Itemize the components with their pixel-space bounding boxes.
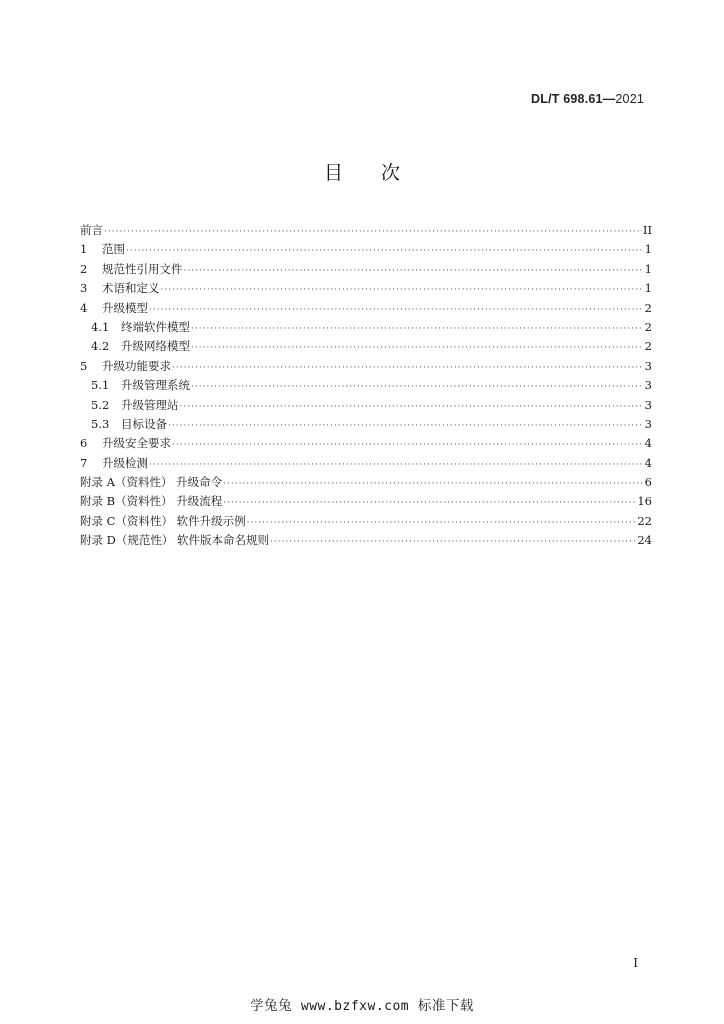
toc-entry-label: 附录 B（资料性） 升级流程: [80, 494, 223, 509]
toc-entry-label: 升级网络模型: [121, 339, 190, 354]
toc-entry[interactable]: [80, 512, 652, 531]
toc-entry-number: 4: [80, 300, 88, 315]
toc-entry-label: 附录 A（资料性） 升级命令: [80, 475, 223, 490]
toc-leader-dots: [191, 378, 643, 397]
toc-entry-label: 终端软件模型: [121, 319, 190, 334]
toc-entry-page: II: [642, 223, 652, 237]
toc-entry-page: 22: [637, 513, 652, 528]
toc-entry[interactable]: [80, 240, 652, 259]
toc-entry[interactable]: [80, 473, 652, 492]
toc-entry-page: 1: [644, 281, 652, 296]
toc-leader-dots: [104, 223, 642, 242]
toc-entry[interactable]: [80, 492, 652, 511]
toc-leader-dots: [149, 301, 643, 320]
toc-entry-page: 2: [644, 339, 652, 354]
toc-entry-page: 3: [644, 378, 652, 393]
toc-entry-label: 规范性引用文件: [102, 261, 183, 276]
page-number: I: [633, 956, 638, 970]
toc-entry[interactable]: [80, 396, 652, 415]
toc-entry[interactable]: [80, 376, 652, 395]
toc-entry-page: 3: [644, 416, 652, 431]
toc-entry[interactable]: [80, 531, 652, 550]
toc-leader-dots: [184, 262, 644, 281]
toc-leader-dots: [191, 320, 643, 339]
toc-entry-number: 6: [80, 436, 88, 451]
toc-entry-number: 5.3: [91, 416, 110, 431]
standard-year: 2021: [615, 92, 644, 106]
toc-entry-page: 4: [644, 455, 652, 470]
toc-entry-label: 升级安全要求: [102, 436, 171, 451]
toc-entry-page: 2: [644, 319, 652, 334]
toc-leader-dots: [149, 456, 643, 475]
toc-entry-page: 6: [644, 475, 652, 490]
toc-entry-page: 3: [644, 358, 652, 373]
toc-entry-label: 术语和定义: [102, 281, 160, 296]
footer-tagline: 标准下载: [417, 998, 474, 1014]
standard-code-text: DL/T 698.61: [531, 92, 603, 106]
toc-entry-label: 前言: [80, 223, 103, 237]
toc-entry-number: 4.2: [91, 339, 110, 354]
toc-entry-label: 目标设备: [121, 416, 167, 431]
toc-entry-number: 5: [80, 358, 88, 373]
toc-entry[interactable]: [80, 415, 652, 434]
toc-entry-number: 5.2: [91, 397, 110, 412]
toc-leader-dots: [180, 398, 644, 417]
toc-entry-label: 升级功能要求: [102, 358, 171, 373]
toc-entry-label: 升级管理系统: [121, 378, 190, 393]
toc-entry-label: 范围: [102, 242, 125, 257]
toc-entry-label: 附录 C（资料性） 软件升级示例: [80, 513, 246, 528]
toc-entry-number: 2: [80, 261, 88, 276]
toc-leader-dots: [172, 359, 643, 378]
toc-entry[interactable]: [80, 434, 652, 453]
standard-code: [531, 92, 644, 106]
footer-watermark: [0, 994, 724, 1014]
toc-entry-label: 升级模型: [102, 300, 148, 315]
toc-entry[interactable]: [80, 221, 652, 240]
toc-entry-number: 4.1: [91, 319, 110, 334]
toc-entry[interactable]: [80, 279, 652, 298]
toc-entry[interactable]: [80, 357, 652, 376]
toc-entry-page: 2: [644, 300, 652, 315]
toc-entry-page: 1: [644, 242, 652, 257]
toc-entry[interactable]: [80, 318, 652, 337]
toc-entry[interactable]: [80, 454, 652, 473]
toc-entry-number: 5.1: [91, 378, 110, 393]
standard-code-dash: —: [602, 92, 616, 106]
footer-site-name: 学兔兔: [250, 998, 293, 1014]
toc-entry[interactable]: [80, 337, 652, 356]
toc-entry-page: 1: [644, 261, 652, 276]
toc-entry[interactable]: [80, 260, 652, 279]
toc-leader-dots: [270, 533, 636, 552]
toc-leader-dots: [223, 475, 643, 494]
toc-leader-dots: [161, 281, 644, 300]
toc-leader-dots: [172, 436, 643, 455]
toc-entry[interactable]: [80, 299, 652, 318]
toc-leader-dots: [191, 339, 643, 358]
toc-leader-dots: [168, 417, 643, 436]
toc-entry-page: 3: [644, 397, 652, 412]
toc-leader-dots: [247, 514, 637, 533]
toc-entry-label: 升级管理站: [121, 397, 179, 412]
footer-url-link[interactable]: www.bzfxw.com: [300, 999, 410, 1014]
toc-entry-page: 4: [644, 436, 652, 451]
page-title: 目次: [323, 162, 438, 184]
toc-entry-label: 附录 D（规范性） 软件版本命名规则: [80, 533, 270, 548]
toc-entry-page: 16: [637, 494, 652, 509]
toc-leader-dots: [126, 242, 643, 261]
toc-entry-label: 升级检测: [102, 455, 148, 470]
table-of-contents: [80, 221, 652, 551]
toc-leader-dots: [223, 494, 636, 513]
toc-entry-number: 1: [80, 242, 88, 257]
toc-entry-number: 7: [80, 455, 88, 470]
toc-entry-page: 24: [637, 533, 652, 548]
toc-entry-number: 3: [80, 281, 88, 296]
